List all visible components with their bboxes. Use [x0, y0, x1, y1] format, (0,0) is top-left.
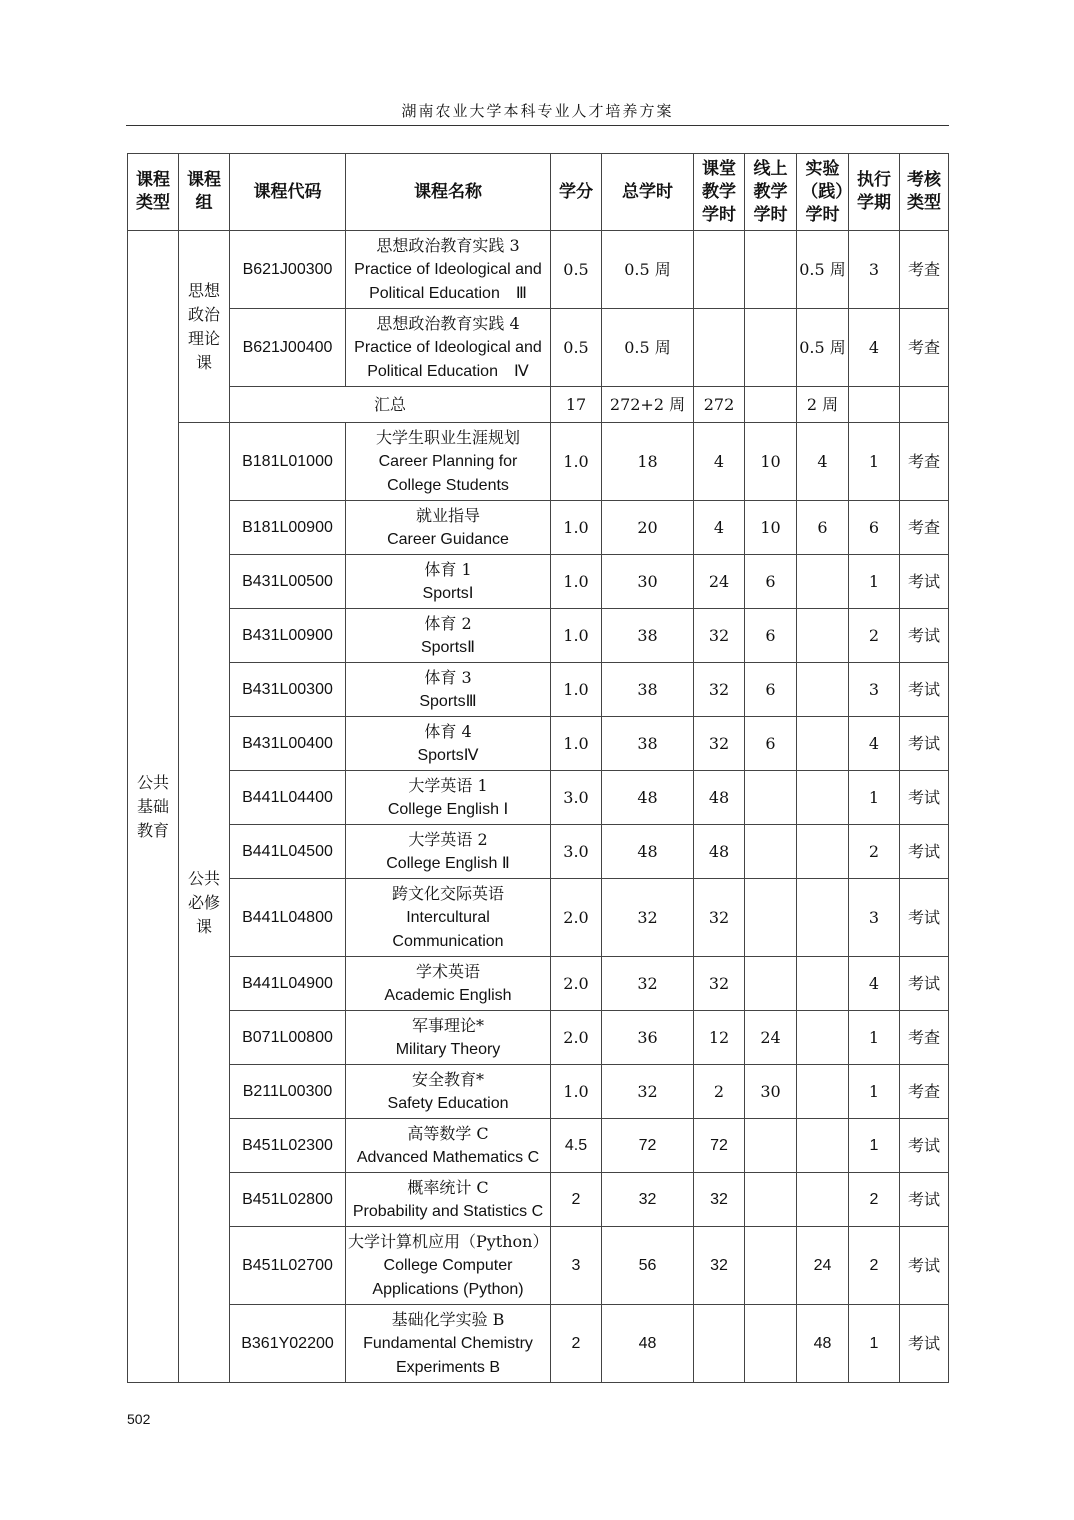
course-total-cell: 38 — [602, 663, 694, 717]
course-name-cn: 体育 3 — [424, 667, 472, 687]
course-lab-cell: 24 — [797, 1227, 849, 1305]
course-credit-cell: 1.0 — [551, 501, 602, 555]
course-name-cell — [346, 1119, 551, 1173]
course-code-cell: B181L01000 — [230, 423, 346, 501]
course-name-cn: 体育 2 — [424, 613, 472, 633]
course-total-cell: 0.5 周 — [602, 231, 694, 309]
table-row — [128, 555, 949, 609]
course-code-cell: B621J00300 — [230, 231, 346, 309]
col-header-lab-hours: 实验（践）学时 — [797, 154, 849, 231]
course-assessment-cell: 考试 — [900, 1119, 949, 1173]
course-name-cell — [346, 663, 551, 717]
summary-lab-cell: 2 周 — [797, 387, 849, 423]
course-assessment-cell: 考查 — [900, 1065, 949, 1119]
table-row — [128, 879, 949, 957]
course-name-en: Practice of Ideological and — [354, 260, 542, 278]
course-name-en: Political Education Ⅲ — [369, 284, 527, 302]
table-header-row — [128, 154, 949, 231]
course-semester-cell: 2 — [849, 609, 900, 663]
course-code-cell: B431L00400 — [230, 717, 346, 771]
course-classroom-cell — [694, 231, 745, 309]
course-name-en: SportsⅡ — [420, 638, 476, 656]
table-row — [128, 609, 949, 663]
course-semester-cell: 1 — [849, 1011, 900, 1065]
course-name-cn: 大学生职业生涯规划 — [375, 427, 520, 447]
course-category-cell: 公共基础教育 — [128, 231, 179, 1383]
course-group-cell: 公共必修课 — [179, 423, 230, 1383]
course-classroom-cell: 32 — [694, 1227, 745, 1305]
course-name-cell — [346, 1227, 551, 1305]
course-name-cell — [346, 771, 551, 825]
course-classroom-cell: 2 — [694, 1065, 745, 1119]
course-name-cn: 大学计算机应用（Python） — [348, 1231, 549, 1251]
course-name-en: Political Education Ⅳ — [367, 362, 529, 380]
summary-label-cell: 汇总 — [230, 387, 551, 423]
course-classroom-cell: 32 — [694, 663, 745, 717]
course-credit-cell: 1.0 — [551, 423, 602, 501]
course-online-cell: 10 — [745, 423, 797, 501]
course-semester-cell: 1 — [849, 423, 900, 501]
course-name-cell — [346, 423, 551, 501]
course-total-cell: 48 — [602, 1305, 694, 1383]
table-row — [128, 309, 949, 387]
course-total-cell: 30 — [602, 555, 694, 609]
course-name-en: Intercultural — [406, 908, 490, 926]
course-name-cell — [346, 309, 551, 387]
course-online-cell: 24 — [745, 1011, 797, 1065]
course-total-cell: 32 — [602, 1173, 694, 1227]
course-name-cn: 概率统计 C — [407, 1177, 489, 1197]
course-total-cell: 56 — [602, 1227, 694, 1305]
course-name-en: Communication — [392, 932, 504, 950]
course-semester-cell: 3 — [849, 231, 900, 309]
course-classroom-cell: 32 — [694, 717, 745, 771]
course-name-en: College English Ⅰ — [387, 800, 509, 818]
summary-credit-cell: 17 — [551, 387, 602, 423]
course-semester-cell: 6 — [849, 501, 900, 555]
course-name-cn: 体育 1 — [424, 559, 472, 579]
course-lab-cell: 0.5 周 — [797, 309, 849, 387]
table-row — [128, 423, 949, 501]
course-code-cell: B441L04400 — [230, 771, 346, 825]
course-name-cell — [346, 501, 551, 555]
summary-total-cell: 272+2 周 — [602, 387, 694, 423]
course-semester-cell: 4 — [849, 309, 900, 387]
course-assessment-cell: 考查 — [900, 309, 949, 387]
table-row — [128, 717, 949, 771]
course-code-cell: B441L04500 — [230, 825, 346, 879]
course-classroom-cell: 32 — [694, 879, 745, 957]
course-name-cn: 就业指导 — [415, 505, 480, 525]
course-code-cell: B451L02700 — [230, 1227, 346, 1305]
course-online-cell — [745, 231, 797, 309]
course-online-cell — [745, 771, 797, 825]
course-assessment-cell: 考试 — [900, 879, 949, 957]
course-name-cn: 大学英语 2 — [408, 829, 488, 849]
course-semester-cell: 1 — [849, 1065, 900, 1119]
page-number: 502 — [127, 1411, 151, 1427]
course-name-cn: 大学英语 1 — [408, 775, 488, 795]
course-classroom-cell: 12 — [694, 1011, 745, 1065]
course-semester-cell: 3 — [849, 663, 900, 717]
summary-assessment-cell — [900, 387, 949, 423]
summary-semester-cell — [849, 387, 900, 423]
col-header-assessment: 考核类型 — [900, 154, 949, 231]
course-code-cell: B361Y02200 — [230, 1305, 346, 1383]
course-semester-cell: 1 — [849, 555, 900, 609]
col-header-semester: 执行学期 — [849, 154, 900, 231]
course-name-en: Experiments B — [395, 1358, 501, 1376]
course-total-cell: 48 — [602, 825, 694, 879]
course-classroom-cell: 48 — [694, 771, 745, 825]
course-credit-cell: 1.0 — [551, 663, 602, 717]
table-row — [128, 1227, 949, 1305]
course-name-en: Academic English — [384, 986, 512, 1004]
course-credit-cell: 3.0 — [551, 771, 602, 825]
course-assessment-cell: 考查 — [900, 231, 949, 309]
course-classroom-cell: 48 — [694, 825, 745, 879]
course-name-cn: 学术英语 — [415, 961, 480, 981]
course-online-cell — [745, 1119, 797, 1173]
col-header-online-hours: 线上教学学时 — [745, 154, 797, 231]
course-name-en: Career Guidance — [387, 530, 509, 548]
course-total-cell: 38 — [602, 609, 694, 663]
course-total-cell: 0.5 周 — [602, 309, 694, 387]
course-semester-cell: 4 — [849, 957, 900, 1011]
course-lab-cell — [797, 957, 849, 1011]
course-classroom-cell: 32 — [694, 957, 745, 1011]
table-row — [128, 231, 949, 309]
summary-row — [128, 387, 949, 423]
course-online-cell: 6 — [745, 663, 797, 717]
course-name-cn: 基础化学实验 B — [391, 1309, 505, 1329]
course-name-cell — [346, 609, 551, 663]
table-row — [128, 825, 949, 879]
course-lab-cell: 6 — [797, 501, 849, 555]
course-credit-cell: 0.5 — [551, 231, 602, 309]
course-credit-cell: 2 — [551, 1173, 602, 1227]
course-assessment-cell: 考试 — [900, 1173, 949, 1227]
course-name-en: Safety Education — [387, 1094, 509, 1112]
course-total-cell: 32 — [602, 957, 694, 1011]
course-code-cell: B071L00800 — [230, 1011, 346, 1065]
course-name-en: Career Planning for — [378, 452, 518, 470]
course-semester-cell: 1 — [849, 771, 900, 825]
course-lab-cell — [797, 825, 849, 879]
course-group-cell: 思想政治理论课 — [179, 231, 230, 423]
course-name-cell — [346, 555, 551, 609]
course-credit-cell: 2.0 — [551, 957, 602, 1011]
course-code-cell: B211L00300 — [230, 1065, 346, 1119]
course-semester-cell: 2 — [849, 825, 900, 879]
course-total-cell: 32 — [602, 1065, 694, 1119]
course-name-cn: 跨文化交际英语 — [391, 883, 504, 903]
course-lab-cell: 0.5 周 — [797, 231, 849, 309]
col-header-name: 课程名称 — [346, 154, 551, 231]
course-lab-cell: 4 — [797, 423, 849, 501]
course-credit-cell: 3 — [551, 1227, 602, 1305]
course-credit-cell: 0.5 — [551, 309, 602, 387]
course-table — [127, 153, 949, 1383]
course-code-cell: B621J00400 — [230, 309, 346, 387]
course-total-cell: 48 — [602, 771, 694, 825]
course-name-en: College English Ⅱ — [386, 854, 510, 872]
course-classroom-cell — [694, 1305, 745, 1383]
course-name-cell — [346, 825, 551, 879]
course-name-en: Probability and Statistics C — [352, 1202, 544, 1220]
col-header-code: 课程代码 — [230, 154, 346, 231]
course-name-cell — [346, 957, 551, 1011]
course-online-cell — [745, 825, 797, 879]
summary-online-cell — [745, 387, 797, 423]
col-header-type: 课程类型 — [128, 154, 179, 231]
col-header-classroom-hours: 课堂教学学时 — [694, 154, 745, 231]
course-total-cell: 36 — [602, 1011, 694, 1065]
course-code-cell: B431L00500 — [230, 555, 346, 609]
course-code-cell: B431L00300 — [230, 663, 346, 717]
course-online-cell — [745, 309, 797, 387]
course-classroom-cell: 24 — [694, 555, 745, 609]
course-name-cn: 军事理论* — [411, 1015, 484, 1035]
course-name-cell — [346, 717, 551, 771]
course-semester-cell: 2 — [849, 1227, 900, 1305]
course-online-cell — [745, 879, 797, 957]
course-classroom-cell: 72 — [694, 1119, 745, 1173]
course-classroom-cell — [694, 309, 745, 387]
course-assessment-cell: 考试 — [900, 957, 949, 1011]
course-assessment-cell: 考查 — [900, 423, 949, 501]
course-lab-cell — [797, 717, 849, 771]
table-row — [128, 957, 949, 1011]
course-name-en: College Students — [387, 476, 509, 494]
course-name-cell — [346, 1065, 551, 1119]
table-row — [128, 501, 949, 555]
course-total-cell: 38 — [602, 717, 694, 771]
course-name-cn: 高等数学 C — [407, 1123, 489, 1143]
course-semester-cell: 1 — [849, 1305, 900, 1383]
course-credit-cell: 3.0 — [551, 825, 602, 879]
course-name-cell — [346, 1011, 551, 1065]
course-lab-cell — [797, 1065, 849, 1119]
course-name-en: Military Theory — [395, 1040, 501, 1058]
course-assessment-cell: 考试 — [900, 609, 949, 663]
course-name-en: Applications (Python) — [372, 1280, 524, 1298]
course-assessment-cell: 考查 — [900, 501, 949, 555]
course-classroom-cell: 4 — [694, 501, 745, 555]
course-name-en: Advanced Mathematics C — [356, 1148, 540, 1166]
course-name-en: SportsⅣ — [417, 746, 479, 764]
course-online-cell: 10 — [745, 501, 797, 555]
course-lab-cell — [797, 609, 849, 663]
course-name-cell — [346, 1305, 551, 1383]
course-assessment-cell: 考试 — [900, 663, 949, 717]
course-name-en: Fundamental Chemistry — [363, 1334, 533, 1352]
course-semester-cell: 1 — [849, 1119, 900, 1173]
course-code-cell: B431L00900 — [230, 609, 346, 663]
col-header-group: 课程组 — [179, 154, 230, 231]
course-total-cell: 20 — [602, 501, 694, 555]
course-online-cell: 6 — [745, 555, 797, 609]
course-lab-cell — [797, 1173, 849, 1227]
course-code-cell: B181L00900 — [230, 501, 346, 555]
course-assessment-cell: 考试 — [900, 555, 949, 609]
col-header-total-hours: 总学时 — [602, 154, 694, 231]
course-name-en: Practice of Ideological and — [354, 338, 542, 356]
course-assessment-cell: 考试 — [900, 771, 949, 825]
course-name-cn: 安全教育* — [411, 1069, 484, 1089]
course-classroom-cell: 32 — [694, 1173, 745, 1227]
course-code-cell: B451L02300 — [230, 1119, 346, 1173]
course-online-cell — [745, 1173, 797, 1227]
course-name-cell — [346, 879, 551, 957]
course-credit-cell: 1.0 — [551, 609, 602, 663]
course-assessment-cell: 考试 — [900, 1305, 949, 1383]
course-semester-cell: 2 — [849, 1173, 900, 1227]
course-lab-cell — [797, 555, 849, 609]
course-lab-cell: 48 — [797, 1305, 849, 1383]
course-credit-cell: 1.0 — [551, 717, 602, 771]
course-assessment-cell: 考试 — [900, 825, 949, 879]
course-online-cell: 6 — [745, 717, 797, 771]
course-lab-cell — [797, 771, 849, 825]
col-header-credit: 学分 — [551, 154, 602, 231]
course-lab-cell — [797, 663, 849, 717]
table-row — [128, 663, 949, 717]
course-semester-cell: 3 — [849, 879, 900, 957]
course-online-cell: 6 — [745, 609, 797, 663]
document-header-title: 湖南农业大学本科专业人才培养方案 — [401, 102, 674, 120]
course-credit-cell: 2 — [551, 1305, 602, 1383]
table-row — [128, 1011, 949, 1065]
course-code-cell: B441L04900 — [230, 957, 346, 1011]
header-rule — [126, 125, 949, 126]
course-credit-cell: 1.0 — [551, 555, 602, 609]
course-online-cell: 30 — [745, 1065, 797, 1119]
course-code-cell: B451L02800 — [230, 1173, 346, 1227]
summary-classroom-cell: 272 — [694, 387, 745, 423]
table-row — [128, 1173, 949, 1227]
course-lab-cell — [797, 1011, 849, 1065]
course-name-en: College Computer — [383, 1256, 513, 1274]
course-name-cell — [346, 1173, 551, 1227]
course-semester-cell: 4 — [849, 717, 900, 771]
course-total-cell: 18 — [602, 423, 694, 501]
course-name-cn: 思想政治教育实践 4 — [376, 313, 520, 333]
course-name-cell — [346, 231, 551, 309]
course-assessment-cell: 考查 — [900, 1011, 949, 1065]
course-online-cell — [745, 1305, 797, 1383]
course-credit-cell: 4.5 — [551, 1119, 602, 1173]
course-credit-cell: 2.0 — [551, 879, 602, 957]
course-lab-cell — [797, 879, 849, 957]
course-classroom-cell: 4 — [694, 423, 745, 501]
course-credit-cell: 2.0 — [551, 1011, 602, 1065]
table-row — [128, 1119, 949, 1173]
course-online-cell — [745, 957, 797, 1011]
course-lab-cell — [797, 1119, 849, 1173]
table-row — [128, 771, 949, 825]
course-total-cell: 72 — [602, 1119, 694, 1173]
course-classroom-cell: 32 — [694, 609, 745, 663]
course-total-cell: 32 — [602, 879, 694, 957]
course-name-en: SportsⅠ — [422, 584, 474, 602]
table-row — [128, 1065, 949, 1119]
course-credit-cell: 1.0 — [551, 1065, 602, 1119]
course-assessment-cell: 考试 — [900, 717, 949, 771]
course-online-cell — [745, 1227, 797, 1305]
course-name-cn: 思想政治教育实践 3 — [376, 235, 520, 255]
course-name-cn: 体育 4 — [424, 721, 472, 741]
table-row — [128, 1305, 949, 1383]
course-name-en: SportsⅢ — [419, 692, 477, 710]
course-assessment-cell: 考试 — [900, 1227, 949, 1305]
course-code-cell: B441L04800 — [230, 879, 346, 957]
